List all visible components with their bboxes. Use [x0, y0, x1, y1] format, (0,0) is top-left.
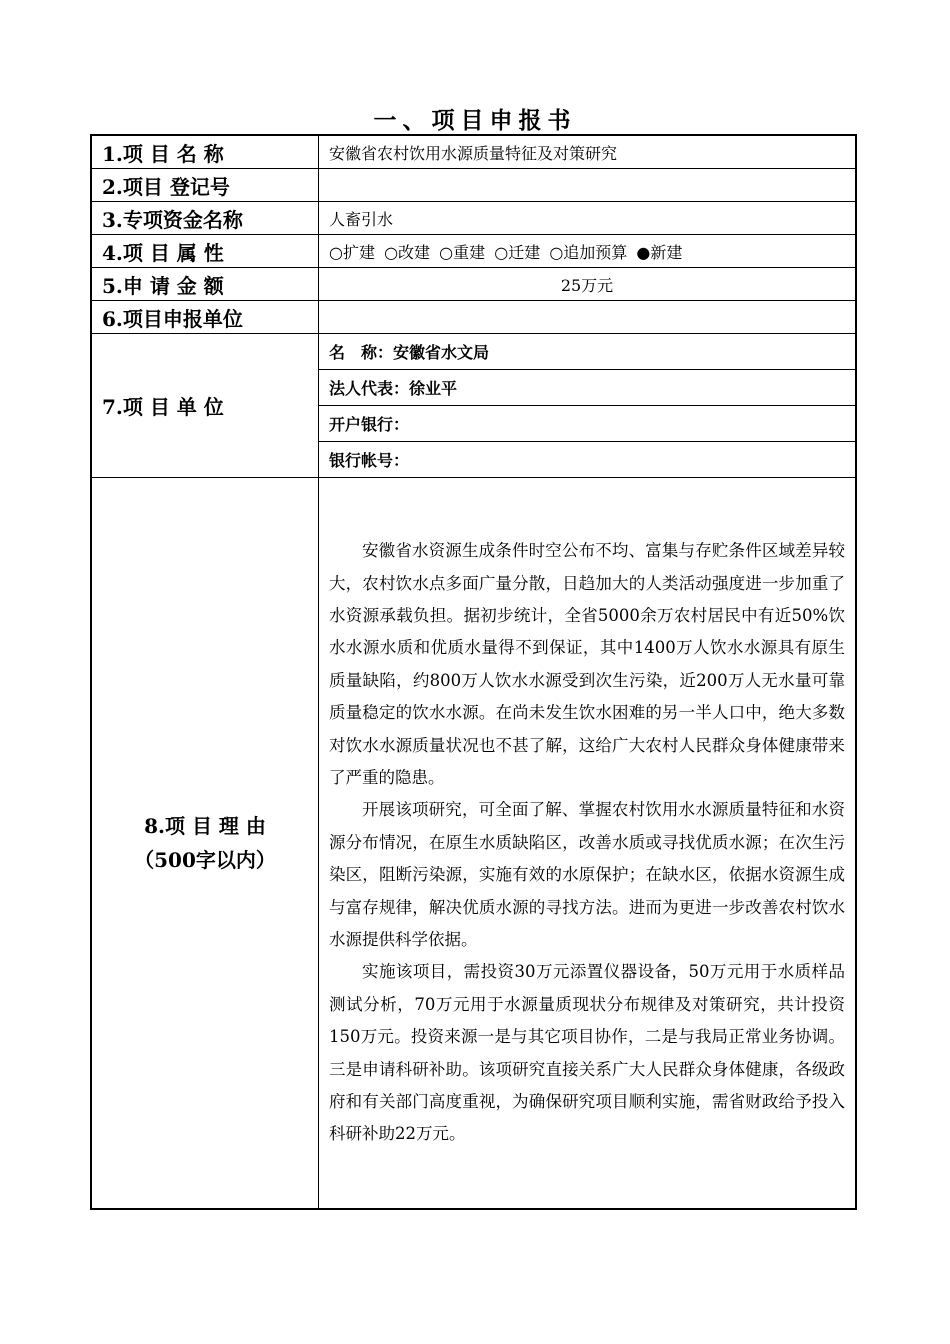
project-reason-limit: （500字以内）: [134, 848, 276, 872]
option-label: 改建: [398, 242, 431, 262]
row-applicant-unit: [91, 301, 856, 334]
radio-filled-icon: ●: [636, 242, 651, 262]
option-label: 新建: [650, 242, 683, 262]
project-reason-title: 8.项 目 理 由: [144, 814, 266, 838]
option-label: 追加预算: [563, 242, 628, 262]
row-project-attribute: [91, 235, 856, 268]
fund-name-label: 3.专项资金名称: [91, 202, 319, 235]
legal-representative-value: 法人代表：徐业平: [319, 370, 857, 406]
row-requested-amount: [91, 268, 856, 301]
radio-empty-icon: ○: [384, 242, 399, 262]
requested-amount-label: 5.申 请 金 额: [91, 268, 319, 301]
project-name-value: 安徽省农村饮用水源质量特征及对策研究: [319, 135, 857, 169]
row-project-unit-name: [91, 334, 856, 370]
option-relocation: [494, 243, 540, 262]
row-project-reason: [91, 478, 856, 1210]
project-attribute-label: 4.项 目 属 性: [91, 235, 319, 268]
option-label: 迁建: [508, 242, 541, 262]
project-name-label: 1.项 目 名 称: [91, 135, 319, 169]
fund-name-value: 人畜引水: [319, 202, 857, 235]
applicant-unit-label: 6.项目申报单位: [91, 301, 319, 334]
option-rebuild: [439, 243, 485, 262]
unit-name-value: 名 称：安徽省水文局: [319, 334, 857, 370]
row-registration-number: [91, 169, 856, 202]
project-attribute-options: [319, 235, 857, 268]
project-unit-label: 7.项 目 单 位: [91, 334, 319, 478]
option-additional-budget: [549, 243, 627, 262]
registration-number-value: [319, 169, 857, 202]
option-label: 重建: [453, 242, 486, 262]
option-reconstruction: [384, 243, 430, 262]
applicant-unit-value: [319, 301, 857, 334]
reason-paragraph: 实施该项目，需投资30万元添置仪器设备，50万元用于水质样品测试分析，70万元用于水源量质现状分布规律及对策研究，共计投资150万元。投资来源一是与其它项目协作，二是与我局正常业务协调。三是申请科研补助。该项研究直接关系广大人民群众身体健康，各级政府和有关部门高度重视，为确保研究项目顺利实施，需省财政给予投入科研补助22万元。: [329, 962, 845, 1144]
option-new-construction: [636, 243, 682, 262]
radio-empty-icon: ○: [549, 242, 564, 262]
bank-account-value: 银行帐号：: [319, 442, 857, 478]
project-reason-label: [91, 478, 319, 1210]
requested-amount-value: 25万元: [319, 268, 857, 301]
bank-value: 开户银行：: [319, 406, 857, 442]
radio-empty-icon: ○: [494, 242, 509, 262]
radio-empty-icon: ○: [329, 242, 343, 262]
radio-empty-icon: ○: [439, 242, 454, 262]
application-form-table: [90, 134, 857, 1210]
page-title: 一、项目申报书: [373, 107, 577, 134]
row-fund-name: [91, 202, 856, 235]
reason-paragraph: 安徽省水资源生成条件时空公布不均、富集与存贮条件区域差异较大，农村饮水点多面广量分散，日趋加大的人类活动强度进一步加重了水资源承载负担。据初步统计，全省5000余万农村居民中有近50%饮水水源水质和优质水量得不到保证，其中1400万人饮水水源具有原生质量缺陷，约800万人饮水水源受到次生污染，近200万人无水量可靠质量稳定的饮水水源。在尚未发生饮水困难的另一半人口中，绝大多数对饮水水源质量状况也不甚了解，这给广大农村人民群众身体健康带来了严重的隐患。: [329, 541, 845, 787]
project-reason-text: [319, 478, 857, 1210]
registration-number-label: 2.项目 登记号: [91, 169, 319, 202]
option-expansion: [329, 243, 375, 262]
row-project-name: [91, 135, 856, 169]
option-label: 扩建: [342, 242, 375, 262]
reason-paragraph: 开展该项研究，可全面了解、掌握农村饮用水水源质量特征和水资源分布情况，在原生水质缺陷区，改善水质或寻找优质水源；在次生污染区，阻断污染源，实施有效的水原保护；在缺水区，依据水资源生成与富存规律，解决优质水源的寻找方法。进而为更进一步改善农村饮水水源提供科学依据。: [329, 800, 845, 950]
